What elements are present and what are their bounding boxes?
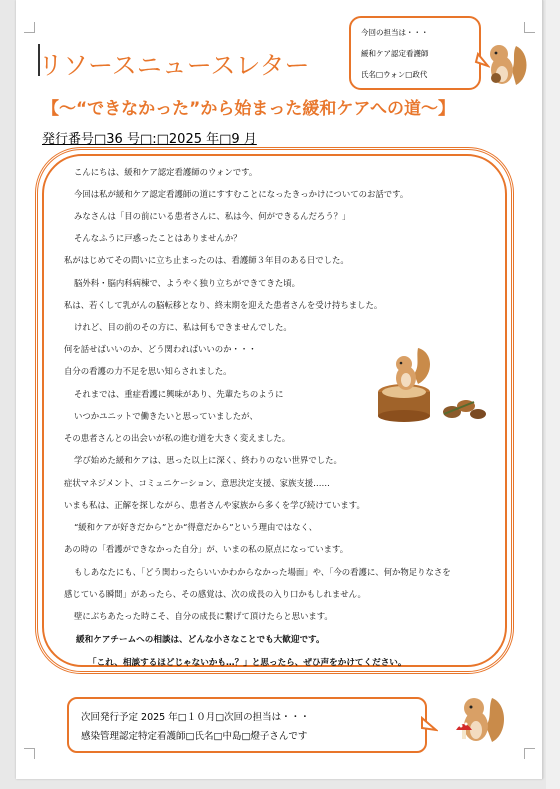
body-line-18: あの時の「看護ができなかった自分」が、いまの私の原点になっています。 <box>64 544 349 554</box>
body-line-14: 学び始めた緩和ケアは、思った以上に深く、終わりのない世界でした。 <box>74 455 342 465</box>
body-line-9: 何を話せばいいのか、どう関わればいいのか・・・ <box>64 344 257 354</box>
crop-mark-top-right <box>524 22 535 33</box>
body-line-7: 私は、若くして乳がんの脳転移となり、終末期を迎えた患者さんを受け持ちました。 <box>64 300 383 310</box>
body-line-10: 自分の看護の力不足を思い知らされました。 <box>64 366 232 376</box>
newsletter-title[interactable]: リソースニュースレター <box>38 51 310 80</box>
vertical-scrollbar[interactable] <box>546 0 560 789</box>
crop-mark-top-left <box>24 22 35 33</box>
body-line-12: いつかユニットで働きたいと思っていましたが、 <box>74 411 258 421</box>
body-line-15: 症状マネジメント、コミュニケーション、意思決定支援、家族支援…… <box>64 478 330 488</box>
callout-line-2: 緩和ケア認定看護師 <box>361 49 429 58</box>
newsletter-subtitle[interactable]: 【～“できなかった”から始まった緩和ケアへの道～】 <box>42 99 456 119</box>
bold-line-1: 緩和ケアチームへの相談は、どんな小さなことでも大歓迎です。 <box>76 635 325 645</box>
bold-line-2: 「これ、相談するほどじゃないかも…？」と思ったら、ぜひ声をかけてください。 <box>88 658 407 668</box>
body-line-2: 今回は私が緩和ケア認定看護師の道にすすむことになったきっかけについてのお話です。 <box>74 189 409 199</box>
body-line-6: 脳外科・脳内科病棟で、ようやく独り立ちができてきた頃。 <box>74 278 300 288</box>
body-line-20: 感じている瞬間」があったら、その感覚は、次の成長の入り口かもしれません。 <box>64 589 366 599</box>
body-line-13: その患者さんとの出会いが私の進む道を大きく変えました。 <box>64 433 291 443</box>
next-issue-line-2: 感染管理認定特定看護師□氏名□中島□燈子さんです <box>81 731 308 742</box>
body-line-17: “緩和ケアが好きだから”とか“得意だから”という理由ではなく、 <box>74 522 318 532</box>
body-line-19: もしあなたにも、「どう関わったらいいかわからなかった場面」や、「今の看護に、何か物足りなさを <box>74 567 451 577</box>
squirrel-on-stump-image <box>374 346 494 426</box>
body-line-8: けれど、目の前のその方に、私は何もできませんでした。 <box>74 322 292 332</box>
callout-line-3: 氏名□ウォン□政代 <box>361 70 428 79</box>
author-callout[interactable] <box>349 16 481 90</box>
next-box-tail <box>416 716 438 736</box>
crop-mark-bottom-right <box>524 748 535 759</box>
next-issue-line-1: 次回発行予定 2025 年□１０月□次回の担当は・・・ <box>81 712 310 723</box>
body-line-11: それまでは、重症看護に興味があり、先輩たちのように <box>74 389 284 399</box>
callout-line-1: 今回の担当は・・・ <box>361 28 429 37</box>
body-line-4: そんなふうに戸惑ったことはありませんか？ <box>74 233 242 243</box>
body-line-3: みなさんは「目の前にいる患者さんに、私は今、何ができるんだろう？」 <box>74 211 351 221</box>
body-line-21: 壁にぶちあたった時こそ、自分の成長に繋げて頂けたらと思います。 <box>74 611 333 621</box>
crop-mark-bottom-left <box>24 748 35 759</box>
body-line-5: 私がはじめてその問いに立ち止まったのは、看護師３年目のある日でした。 <box>64 255 349 265</box>
body-line-1: こんにちは、緩和ケア認定看護師のウォンです。 <box>74 167 258 177</box>
issue-number[interactable]: 発行番号□36 号□:□2025 年□9 月 <box>42 132 257 147</box>
body-line-16: いまも私は、正解を探しながら、患者さんや家族から多くを学び続けています。 <box>64 500 365 510</box>
squirrel-with-mushroom-icon <box>452 690 508 750</box>
squirrel-icon-top <box>486 40 530 90</box>
next-issue-box[interactable] <box>67 697 427 753</box>
